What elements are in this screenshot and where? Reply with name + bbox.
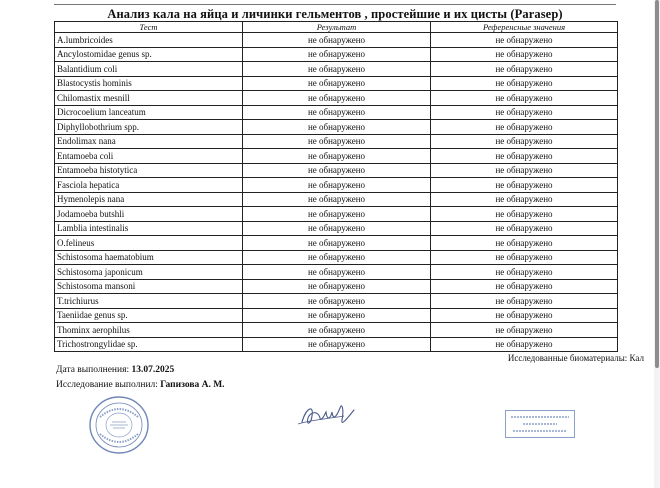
header-reference: Референсные значения [431,22,618,33]
table-row [55,120,618,135]
reference-cell: не обнаружено [431,62,618,77]
table-row [55,221,618,236]
result-cell: не обнаружено [243,33,431,48]
test-name-cell: Chilomastix mesnill [55,91,243,106]
test-name-cell: Diphyllobothrium spp. [55,120,243,135]
completion-date-value: 13.07.2025 [131,365,175,375]
test-name-cell: Trichostrongylidae sp. [55,337,243,352]
page-title: Анализ кала на яйца и личинки гельментов , простейшие и их цисты (Parasep) [107,7,563,21]
table-row [55,134,618,149]
header-result: Результат [243,22,431,33]
test-name-cell: Blastocystis hominis [55,76,243,91]
reference-cell: не обнаружено [431,33,618,48]
table-row [55,149,618,164]
test-name-cell: Endolimax nana [55,134,243,149]
header-test: Тест [55,22,243,33]
result-cell: не обнаружено [243,279,431,294]
reference-cell: не обнаружено [431,279,618,294]
reference-cell: не обнаружено [431,265,618,280]
table-row [55,105,618,120]
reference-cell: не обнаружено [431,149,618,164]
reference-cell: не обнаружено [431,192,618,207]
result-cell: не обнаружено [243,76,431,91]
test-name-cell: Schistosoma mansoni [55,279,243,294]
reference-cell: не обнаружено [431,308,618,323]
scrollbar-thumb[interactable] [655,0,659,368]
reference-cell: не обнаружено [431,120,618,135]
test-name-cell: Schistosoma japonicum [55,265,243,280]
result-cell: не обнаружено [243,323,431,338]
test-name-cell: Ancylostomidae genus sp. [55,47,243,62]
result-cell: не обнаружено [243,265,431,280]
result-cell: не обнаружено [243,134,431,149]
result-cell: не обнаружено [243,149,431,164]
test-name-cell: T.trichiurus [55,294,243,309]
round-stamp-icon [88,395,150,455]
results-table [54,21,618,352]
result-cell: не обнаружено [243,178,431,193]
reference-cell: не обнаружено [431,337,618,352]
table-row [55,33,618,48]
test-name-cell: Entamoeba coli [55,149,243,164]
table-row [55,76,618,91]
reference-cell: не обнаружено [431,76,618,91]
result-cell: не обнаружено [243,250,431,265]
result-cell: не обнаружено [243,192,431,207]
top-rule [54,4,616,5]
result-cell: не обнаружено [243,294,431,309]
table-row [55,337,618,352]
table-row [55,250,618,265]
table-row [55,207,618,222]
performer-name: Гапизова А. М. [160,380,225,390]
result-cell: не обнаружено [243,207,431,222]
reference-cell: не обнаружено [431,47,618,62]
table-row [55,236,618,251]
result-cell: не обнаружено [243,308,431,323]
result-cell: не обнаружено [243,105,431,120]
reference-cell: не обнаружено [431,178,618,193]
completion-date [56,365,174,375]
performer-label: Исследование выполнил: [56,380,158,390]
scrollbar[interactable] [654,0,660,488]
result-cell: не обнаружено [243,47,431,62]
test-name-cell: Lamblia intestinalis [55,221,243,236]
result-cell: не обнаружено [243,337,431,352]
test-name-cell: Jodamoeba butshli [55,207,243,222]
reference-cell: не обнаружено [431,134,618,149]
test-name-cell: Balantidium coli [55,62,243,77]
test-name-cell: O.felineus [55,236,243,251]
table-row [55,163,618,178]
reference-cell: не обнаружено [431,163,618,178]
table-row [55,265,618,280]
test-name-cell: A.lumbricoides [55,33,243,48]
test-name-cell: Dicrocoelium lanceatum [55,105,243,120]
test-name-cell: Thominx aerophilus [55,323,243,338]
reference-cell: не обнаружено [431,207,618,222]
test-name-cell: Schistosoma haematobium [55,250,243,265]
reference-cell: не обнаружено [431,250,618,265]
table-row [55,308,618,323]
table-row [55,192,618,207]
reference-cell: не обнаружено [431,236,618,251]
result-cell: не обнаружено [243,236,431,251]
biomaterials-note: Исследованные биоматериалы: Кал [507,353,644,363]
test-name-cell: Entamoeba histotytica [55,163,243,178]
result-cell: не обнаружено [243,163,431,178]
table-row [55,47,618,62]
table-row [55,294,618,309]
test-name-cell: Fasciola hepatica [55,178,243,193]
rectangular-stamp-icon [505,410,575,438]
table-header-row [55,22,618,33]
result-cell: не обнаружено [243,120,431,135]
test-name-cell: Taeniidae genus sp. [55,308,243,323]
table-row [55,279,618,294]
reference-cell: не обнаружено [431,91,618,106]
signature-icon [296,398,360,432]
test-name-cell: Hymenolepis nana [55,192,243,207]
result-cell: не обнаружено [243,221,431,236]
reference-cell: не обнаружено [431,105,618,120]
table-row [55,62,618,77]
table-row [55,323,618,338]
table-row [55,178,618,193]
result-cell: не обнаружено [243,62,431,77]
reference-cell: не обнаружено [431,323,618,338]
result-cell: не обнаружено [243,91,431,106]
reference-cell: не обнаружено [431,221,618,236]
table-row [55,91,618,106]
reference-cell: не обнаружено [431,294,618,309]
performer [56,380,225,390]
completion-date-label: Дата выполнения: [56,365,130,375]
